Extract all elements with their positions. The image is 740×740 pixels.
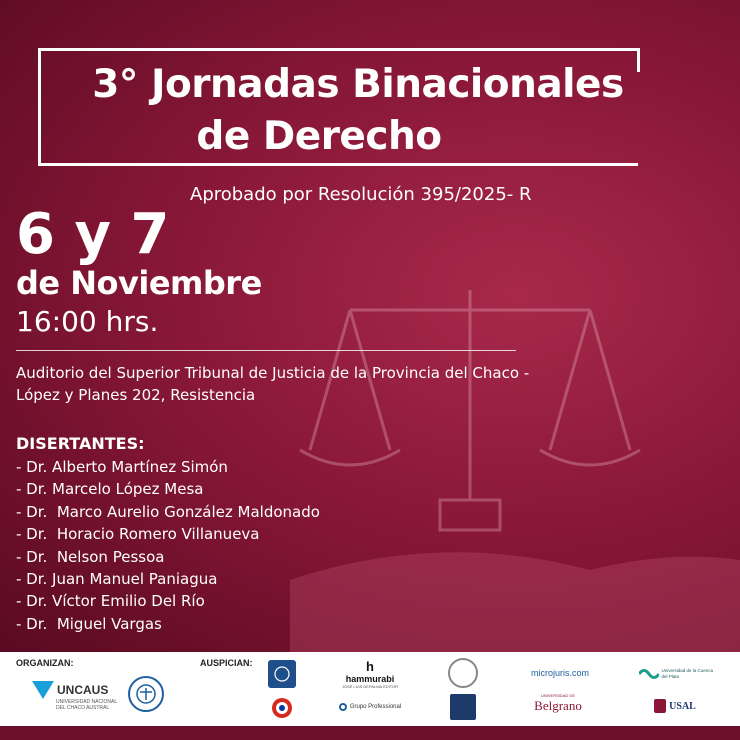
hammurabi-subtitle: JOSÉ LUIS DEPALMA EDITOR bbox=[341, 684, 399, 689]
uncaus-logo bbox=[32, 674, 127, 718]
justice-seal-icon bbox=[128, 676, 164, 712]
speakers-heading: DISERTANTES: bbox=[16, 434, 145, 453]
event-time: 16:00 hrs. bbox=[16, 305, 159, 338]
venue bbox=[16, 362, 529, 406]
speaker-item: - Dr. Horacio Romero Villanueva bbox=[16, 525, 260, 544]
court-seal-icon bbox=[268, 660, 296, 688]
hammurabi-name: hammurabi bbox=[345, 674, 395, 684]
institution-badge-icon bbox=[450, 694, 476, 720]
usal-name: USAL bbox=[669, 700, 696, 712]
uncaus-subtitle: UNIVERSIDAD NACIONAL DEL CHACO AUSTRAL bbox=[56, 699, 117, 711]
speaker-item: - Dr. Alberto Martínez Simón bbox=[16, 458, 228, 476]
paraguay-emblem-icon bbox=[270, 696, 294, 720]
usal-shield-icon bbox=[654, 699, 666, 713]
organizan-label: ORGANIZAN: bbox=[16, 658, 74, 668]
cuenca-name: Universidad de la Cuenca del Plata bbox=[661, 668, 714, 679]
venue-line-2: López y Planes 202, Resistencia bbox=[16, 386, 256, 404]
grupo-mark-icon bbox=[339, 703, 347, 711]
speaker-item: - Dr. Marcelo López Mesa bbox=[16, 480, 204, 499]
event-title-line-1: 3° Jornadas Binacionales bbox=[92, 62, 624, 107]
speaker-item: - Dr. Víctor Emilio Del Río bbox=[16, 592, 205, 611]
microjuris-name: microjuris.com bbox=[530, 668, 589, 678]
grupo-professional-logo bbox=[335, 700, 405, 714]
microjuris-logo bbox=[520, 666, 600, 680]
cuenca-logo bbox=[636, 664, 716, 684]
hammurabi-mark-icon: h bbox=[366, 659, 374, 674]
uncaus-mark-icon bbox=[32, 681, 54, 699]
belgrano-name: Belgrano bbox=[534, 697, 582, 713]
auspician-label: AUSPICIAN: bbox=[200, 658, 253, 668]
belgrano-logo bbox=[526, 690, 590, 716]
speakers-list bbox=[16, 456, 320, 635]
divider bbox=[16, 350, 516, 351]
usal-logo bbox=[650, 696, 700, 716]
cuenca-mark-icon bbox=[639, 667, 659, 681]
speaker-item: - Dr. Marco Aurelio González Maldonado bbox=[16, 502, 320, 521]
grupo-name: Grupo Professional bbox=[349, 704, 402, 710]
speaker-item: - Dr. Miguel Vargas bbox=[16, 614, 162, 633]
hammurabi-logo bbox=[335, 658, 405, 690]
event-title-line-2: de Derecho bbox=[196, 114, 442, 159]
bottom-strip bbox=[0, 726, 740, 740]
belgrano-top: UNIVERSIDAD DE bbox=[540, 692, 575, 698]
institution-seal-icon bbox=[448, 658, 478, 688]
speaker-item: - Dr. Nelson Pessoa bbox=[16, 547, 165, 566]
sponsors-footer bbox=[0, 652, 740, 726]
speaker-item: - Dr. Juan Manuel Paniagua bbox=[16, 569, 218, 588]
venue-line-1: Auditorio del Superior Tribunal de Justicia de la Provincia del Chaco - bbox=[16, 364, 530, 382]
uncaus-name: UNCAUS bbox=[57, 683, 109, 697]
event-month: de Noviembre bbox=[16, 264, 262, 302]
resolution-text: Aprobado por Resolución 395/2025- R bbox=[190, 184, 532, 205]
scales-of-justice-icon bbox=[290, 250, 740, 652]
event-days: 6 y 7 bbox=[16, 202, 170, 267]
